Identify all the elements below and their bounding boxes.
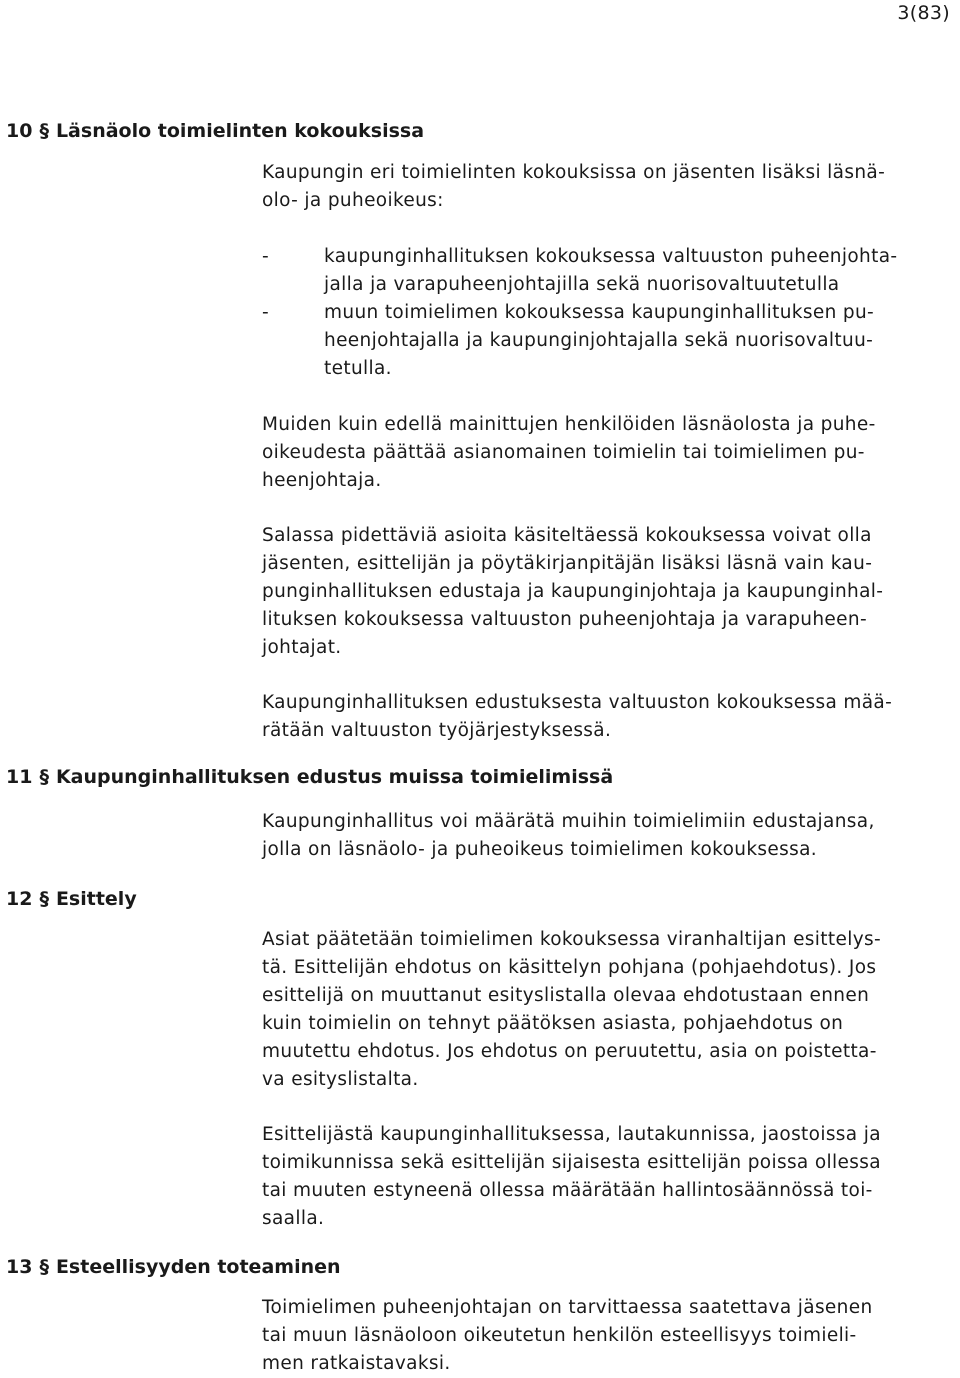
section-13-paragraph-1: Toimielimen puheenjohtajan on tarvittaessa saatettava jäsenen tai muun läsnäoloon oikeutetun henkilön esteellisyys toimieli- men ratkaistavaksi. bbox=[262, 1297, 873, 1374]
list-item-text: kaupunginhallituksen kokouksessa valtuuston puheenjohta- jalla ja varapuheenjohtajilla sekä nuorisovaltuutetulla bbox=[324, 246, 898, 295]
section-10-paragraph-3: Kaupunginhallituksen edustuksesta valtuuston kokouksessa mää- rätään valtuuston työjärjestyksessä. bbox=[262, 692, 893, 741]
section-number: 11 bbox=[6, 766, 33, 788]
list-item-text: muun toimielimen kokouksessa kaupunginhallituksen pu- heenjohtajalla ja kaupunginjohtajalla sekä nuorisovaltuu- tetulla. bbox=[324, 302, 875, 379]
section-symbol: § bbox=[39, 120, 49, 142]
list-dash: - bbox=[262, 246, 269, 267]
list-item bbox=[262, 243, 954, 299]
section-10-intro: Kaupungin eri toimielinten kokouksissa on jäsenten lisäksi läsnä- olo- ja puheoikeus: bbox=[262, 162, 886, 211]
section-symbol: § bbox=[39, 766, 49, 788]
section-symbol: § bbox=[39, 1256, 49, 1278]
section-title: Läsnäolo toimielinten kokouksissa bbox=[55, 120, 425, 142]
section-10-paragraph-1: Muiden kuin edellä mainittujen henkilöiden läsnäolosta ja puhe- oikeudesta päättää asianomainen toimielin tai toimielimen pu- heenjohtaja. bbox=[262, 414, 876, 491]
list-item bbox=[262, 299, 954, 383]
section-12-paragraph-1: Asiat päätetään toimielimen kokouksessa viranhaltijan esittelys- tä. Esittelijän ehdotus on käsittelyn pohjana (pohjaehdotus). Jos esittelijä on muuttanut esityslistalla olevaa ehdotustaan ennen kuin toimielin on tehnyt päätöksen asiasta, pohjaehdotus on muutettu ehdotus. Jos ehdotus on peruutettu, asia on poistetta- va esityslistalta. bbox=[262, 929, 882, 1090]
section-11-paragraph-1: Kaupunginhallitus voi määrätä muihin toimielimiin edustajansa, jolla on läsnäolo- ja puheoikeus toimielimen kokouksessa. bbox=[262, 811, 875, 860]
section-12-paragraph-2: Esittelijästä kaupunginhallituksessa, lautakunnissa, jaostoissa ja toimikunnissa sekä esittelijän sijaisesta esittelijän poissa ollessa tai muuten estyneenä ollessa määrätään hallintosäännössä toi- saalla. bbox=[262, 1124, 881, 1229]
section-title: Esteellisyyden toteaminen bbox=[55, 1256, 341, 1278]
section-title: Kaupunginhallituksen edustus muissa toimielimissä bbox=[55, 766, 614, 788]
section-title: Esittely bbox=[55, 888, 137, 910]
section-number: 12 bbox=[6, 888, 33, 910]
section-12-heading bbox=[6, 888, 137, 910]
section-10-paragraph-2: Salassa pidettäviä asioita käsiteltäessä kokouksessa voivat olla jäsenten, esittelijän ja pöytäkirjanpitäjän lisäksi läsnä vain kau- punginhallituksen edustaja ja kaupunginjohtaja ja kaupunginhal- lituksen kokouksessa valtuuston puheenjohtaja ja varapuheen- johtajat. bbox=[262, 525, 884, 658]
section-13-heading bbox=[6, 1256, 341, 1278]
section-symbol: § bbox=[39, 888, 49, 910]
list-dash: - bbox=[262, 302, 269, 323]
section-number: 13 bbox=[6, 1256, 33, 1278]
section-11-heading bbox=[6, 766, 613, 788]
page-number: 3(83) bbox=[897, 2, 950, 24]
section-10-heading bbox=[6, 120, 424, 142]
section-number: 10 bbox=[6, 120, 33, 142]
